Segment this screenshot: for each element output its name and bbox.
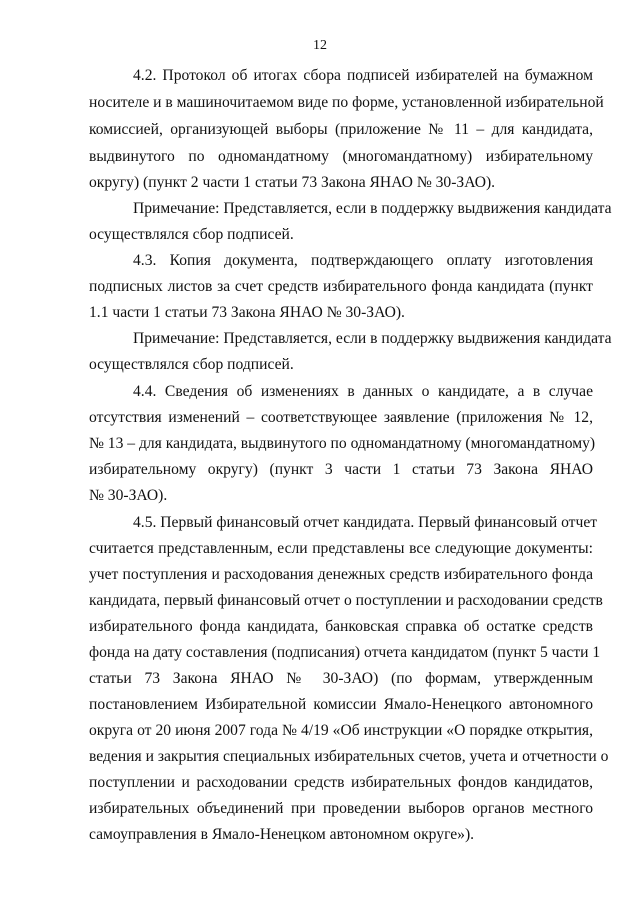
text-line: избирательного фонда кандидата, банковская справка об остатке средств — [89, 618, 593, 635]
text-line: осуществлялся сбор подписей. — [89, 356, 294, 373]
text-line: комиссией, организующей выборы (приложение № 11 – для кандидата, — [89, 121, 593, 138]
text-line: кандидата, первый финансовый отчет о поступлении и расходовании средств — [89, 592, 603, 609]
text-line: осуществлялся сбор подписей. — [89, 226, 294, 243]
text-line: постановлением Избирательной комиссии Ямало-Ненецкого автономного — [89, 696, 593, 713]
text-line: учет поступления и расходования денежных средств избирательного фонда — [89, 566, 593, 583]
text-line: Примечание: Представляется, если в поддержку выдвижения кандидата — [133, 330, 612, 347]
text-line: избирательному округу) (пункт 3 части 1 статьи 73 Закона ЯНАО — [89, 461, 593, 478]
text-line: 4.4. Сведения об изменениях в данных о кандидате, а в случае — [133, 383, 593, 400]
text-line: округу) (пункт 2 части 1 статьи 73 Закона ЯНАО № 30-ЗАО). — [89, 174, 496, 191]
text-line: носителе и в машиночитаемом виде по форме, установленной избирательной — [89, 94, 604, 111]
page-number: 12 — [313, 38, 327, 53]
text-line: округа от 20 июня 2007 года № 4/19 «Об инструкции «О порядке открытия, — [89, 722, 593, 739]
text-line: избирательных объединений при проведении выборов органов местного — [89, 800, 593, 817]
text-line: статьи 73 Закона ЯНАО № 30-ЗАО) (по формам, утвержденным — [89, 670, 593, 687]
text-line: выдвинутого по одномандатному (многомандатному) избирательному — [89, 148, 593, 165]
text-line: 1.1 части 1 статьи 73 Закона ЯНАО № 30-ЗАО). — [89, 304, 405, 321]
text-line: 4.2. Протокол об итогах сбора подписей избирателей на бумажном — [133, 67, 593, 84]
text-line: 4.3. Копия документа, подтверждающего оплату изготовления — [133, 252, 593, 269]
text-line: поступлении и расходовании средств избирательных фондов кандидатов, — [89, 774, 593, 791]
text-line: считается представленным, если представлены все следующие документы: — [89, 540, 593, 557]
text-line: самоуправления в Ямало-Ненецком автономном округе»). — [89, 826, 475, 843]
text-line: подписных листов за счет средств избирательного фонда кандидата (пункт — [89, 278, 593, 295]
text-line: фонда на дату составления (подписания) отчета кандидатом (пункт 5 части 1 — [89, 644, 601, 661]
text-line: № 13 – для кандидата, выдвинутого по одномандатному (многомандатному) — [89, 435, 596, 452]
text-line: отсутствия изменений – соответствующее заявление (приложения № 12, — [89, 409, 593, 426]
text-line: 4.5. Первый финансовый отчет кандидата. Первый финансовый отчет — [133, 514, 598, 531]
text-line: Примечание: Представляется, если в поддержку выдвижения кандидата — [133, 200, 612, 217]
text-line: ведения и закрытия специальных избирательных счетов, учета и отчетности о — [89, 748, 609, 765]
text-line: № 30-ЗАО). — [89, 487, 168, 504]
